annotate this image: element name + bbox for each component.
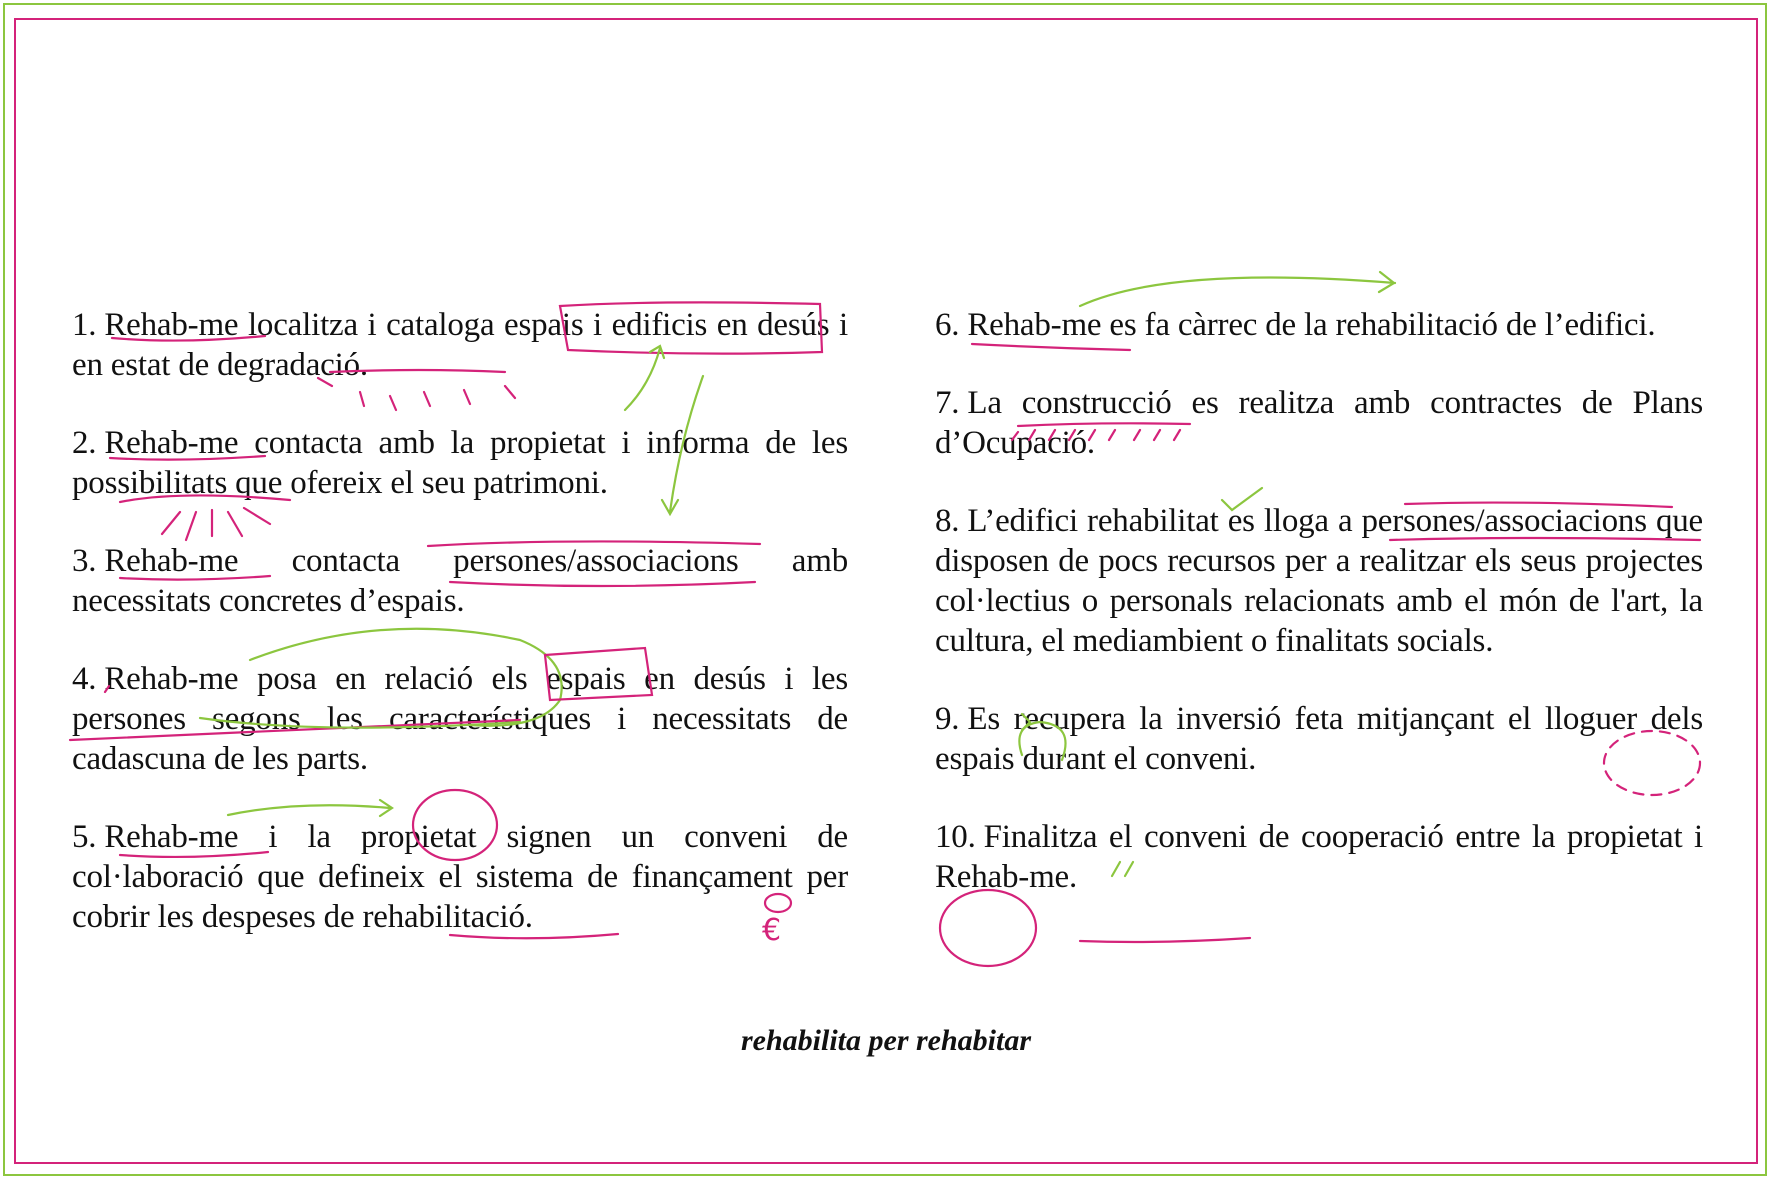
step-number: 1. <box>72 307 97 343</box>
step-number: 6. <box>935 307 960 343</box>
step-number: 9. <box>935 701 960 737</box>
step-text: La construcció es realitza amb contractes de Plans d’Ocupació. <box>935 385 1703 461</box>
step-2 <box>72 423 848 503</box>
euro-symbol-annotation: € <box>762 913 782 948</box>
steps-column-right <box>935 305 1703 935</box>
step-text: Rehab-me localitza i cataloga espais i edificis en desús i en estat de degradació. <box>72 307 848 383</box>
tagline: rehabilita per rehabitar <box>740 1024 1032 1057</box>
step-number: 2. <box>72 425 97 461</box>
underline-mark <box>1080 938 1250 942</box>
step-text: Rehab-me es fa càrrec de la rehabilitació de l’edifici. <box>967 307 1656 343</box>
step-5 <box>72 817 848 937</box>
step-text: Es recupera la inversió feta mitjançant el lloguer dels espais durant el conveni. <box>935 701 1703 777</box>
step-7 <box>935 383 1703 463</box>
step-number: 8. <box>935 503 960 539</box>
step-4 <box>72 659 848 779</box>
step-text: L’edifici rehabilitat es lloga a persones/associacions que disposen de pocs recursos per a realitzar els seus projectes col·lectius o personals relacionats amb el món de l'art, la cultura, el mediambient o finalitats socials. <box>935 503 1703 659</box>
step-text: Rehab-me contacta persones/associacions amb necessitats concretes d’espais. <box>72 543 848 619</box>
step-3 <box>72 541 848 621</box>
step-9 <box>935 699 1703 779</box>
step-1 <box>72 305 848 385</box>
step-8 <box>935 501 1703 661</box>
step-6 <box>935 305 1703 345</box>
steps-column-left <box>72 305 848 975</box>
step-text: Finalitza el conveni de cooperació entre la propietat i Rehab-me. <box>935 819 1703 895</box>
step-text: Rehab-me i la propietat signen un conveni de col·laboració que defineix el sistema de finançament per cobrir les despeses de rehabilitació. <box>72 819 848 935</box>
step-text: Rehab-me posa en relació els espais en desús i les persones segons les característiques i necessitats de cadascuna de les parts. <box>72 661 848 777</box>
step-number: 7. <box>935 385 960 421</box>
arrow-right-long <box>1080 272 1395 306</box>
step-10 <box>935 817 1703 897</box>
step-number: 5. <box>72 819 97 855</box>
step-number: 10. <box>935 819 976 855</box>
step-text: Rehab-me contacta amb la propietat i informa de les possibilitats que ofereix el seu patrimoni. <box>72 425 848 501</box>
step-number: 3. <box>72 543 97 579</box>
step-number: 4. <box>72 661 97 697</box>
